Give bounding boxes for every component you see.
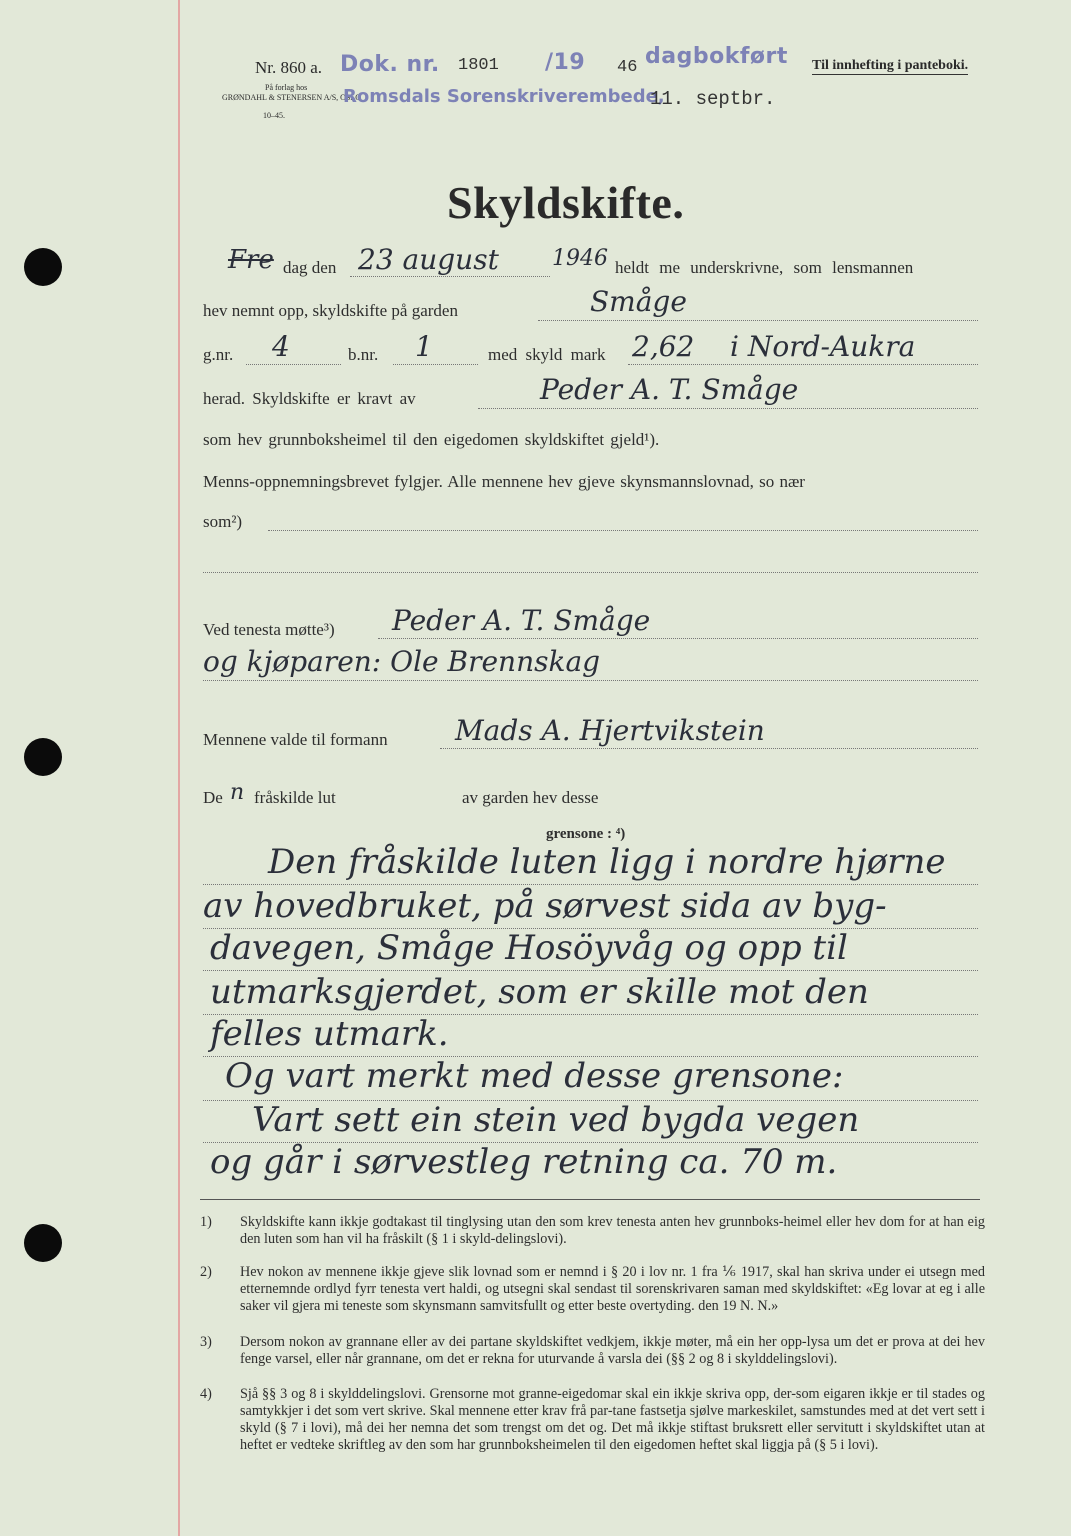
footnote-number: 3) bbox=[200, 1334, 212, 1350]
boundary-line: og går i sørvestleg retning ca. 70 m. bbox=[210, 1142, 838, 1182]
year: 46 bbox=[617, 58, 638, 77]
boundary-line: utmarksgjerdet, som er skille mot den bbox=[210, 972, 869, 1012]
year-handwritten: 1946 bbox=[552, 246, 608, 271]
skyld-handwritten: 2,62 bbox=[632, 330, 695, 363]
form-text: med skyld mark bbox=[488, 345, 606, 364]
stamp-dok-label: Dok. nr. bbox=[340, 52, 440, 77]
boundary-line: davegen, Småge Hosöyvåg og opp til bbox=[210, 928, 848, 968]
requester-handwritten: Peder A. T. Småge bbox=[540, 373, 799, 406]
form-text: som hev grunnboksheimel til den eigedomen skyldskiftet gjeld¹). bbox=[203, 430, 660, 449]
attendee-handwritten: Peder A. T. Småge bbox=[392, 604, 651, 637]
footnote-number: 1) bbox=[200, 1214, 212, 1230]
form-text: heldt me underskrivne, som lensmannen bbox=[615, 258, 914, 277]
footnote-divider bbox=[200, 1199, 980, 1200]
punch-hole bbox=[24, 738, 62, 776]
punch-hole bbox=[24, 1224, 62, 1262]
footnote-number: 4) bbox=[200, 1386, 212, 1402]
stamp-date: 11. septbr. bbox=[650, 88, 776, 110]
form-text: b.nr. bbox=[348, 345, 379, 364]
chairman-handwritten: Mads A. Hjertvikstein bbox=[455, 714, 765, 747]
footnote-text: Sjå §§ 3 og 8 i skylddelingslovi. Grensorne mot granne-eigedomar skal ein ikkje skriva opp, der-som eigaren ikkje er til stades og samtykkjer i det som vert skrive. Skal mennene etter krav frå par-tane fastsetja sjølve markeskilet, samstundes med at det vert sett i skyld (§ 7 i lovi), må dei her nemna det som trengst om det og. Det må ikkje stiftast bruksrett eller servitutt i skyldskiftet utan at heftet er vedteke skriftleg av den som har grunnboksheimelen til den eigedomen heftet skal liggja på (§ 5 i lovi). bbox=[240, 1386, 985, 1453]
form-number: Nr. 860 a. bbox=[255, 58, 323, 77]
stamp-dagbokfort: dagbokført bbox=[645, 44, 788, 69]
boundary-line: Vart sett ein stein ved bygda vegen bbox=[252, 1100, 860, 1140]
publisher-line: 10–45. bbox=[263, 111, 285, 120]
attendee-handwritten: og kjøparen: Ole Brennskag bbox=[203, 645, 601, 678]
form-text: herad. Skyldskifte er kravt av bbox=[203, 389, 416, 408]
farm-handwritten: Småge bbox=[590, 285, 687, 318]
line10-handwritten: n bbox=[230, 780, 245, 805]
footnote-text: Hev nokon av mennene ikkje gjeve slik lovnad som er nemnd i § 20 i lov nr. 1 fra ⅙ 1917, skal han skriva under ei utsegn med etternemnde ordlyd fyrr tenesta vert haldi, og utsegni skal sendast til sorenskrivaren saman med skyldskiftet: «Eg lovar at eg i alle saker vil gjera mi teneste som skynsmann samvitsfullt og etter beste overtyding. den 19 N. N.» bbox=[240, 1264, 985, 1314]
boundary-line: Og vart merkt med desse grensone: bbox=[225, 1056, 844, 1096]
form-text: hev nemnt opp, skyldskifte på garden bbox=[203, 301, 458, 320]
bnr-handwritten: 1 bbox=[415, 330, 433, 363]
year-slash: /19 bbox=[545, 50, 586, 75]
boundary-line: Den fråskilde luten ligg i nordre hjørne bbox=[268, 842, 946, 882]
stamp-office: Romsdals Sorenskriverembede, bbox=[343, 86, 665, 107]
form-text: Ved tenesta møtte³) bbox=[203, 620, 335, 639]
footnote-text: Dersom nokon av grannane eller av dei partane skyldskiftet vedkjem, ikkje møter, må ein her opp-lysa um det er prova at dei hev fenge varsel, eller når grannane, om det er rekna for uturvande å varsla dei (§§ 2 og 8 i skylddelingslovi). bbox=[240, 1334, 985, 1367]
boundary-line: av hovedbruket, på sørvest sida av byg- bbox=[203, 886, 887, 926]
grensone-label: grensone : ⁴) bbox=[546, 826, 626, 842]
form-text: Menns-oppnemningsbrevet fylgjer. Alle mennene hev gjeve skynsmannslovnad, so nær bbox=[203, 472, 805, 491]
herad-handwritten: i Nord-Aukra bbox=[730, 330, 916, 363]
publisher-line: På forlag hos bbox=[265, 83, 308, 92]
form-text: De bbox=[203, 788, 223, 807]
weekday-handwritten: Fre bbox=[228, 245, 274, 275]
boundary-line: felles utmark. bbox=[210, 1014, 449, 1054]
form-text: som²) bbox=[203, 512, 243, 531]
date-handwritten: 23 august bbox=[358, 243, 499, 276]
page-title: Skyldskifte. bbox=[447, 177, 685, 228]
gnr-handwritten: 4 bbox=[272, 330, 290, 363]
form-text: dag den bbox=[283, 258, 337, 277]
footnote-text: Skyldskifte kann ikkje godtakast til tinglysing utan den som krev tenesta anten hev grunnboks-heimel eller hev dom for at han eig den luten som han vil ha fråskilt (§ 1 i skyld-delingslovi). bbox=[240, 1214, 985, 1247]
form-text: g.nr. bbox=[203, 345, 234, 364]
punch-hole bbox=[24, 248, 62, 286]
margin-line bbox=[178, 0, 180, 1536]
dok-number: 1801 bbox=[458, 56, 499, 75]
form-text: fråskilde lut bbox=[254, 788, 336, 807]
publisher-line: GRØNDAHL & STENERSEN A/S, OSLO bbox=[222, 93, 362, 102]
footnote-number: 2) bbox=[200, 1264, 212, 1280]
form-text: Mennene valde til formann bbox=[203, 730, 388, 749]
binding-note: Til innhefting i panteboki. bbox=[812, 58, 969, 73]
form-text: av garden hev desse bbox=[462, 788, 599, 807]
